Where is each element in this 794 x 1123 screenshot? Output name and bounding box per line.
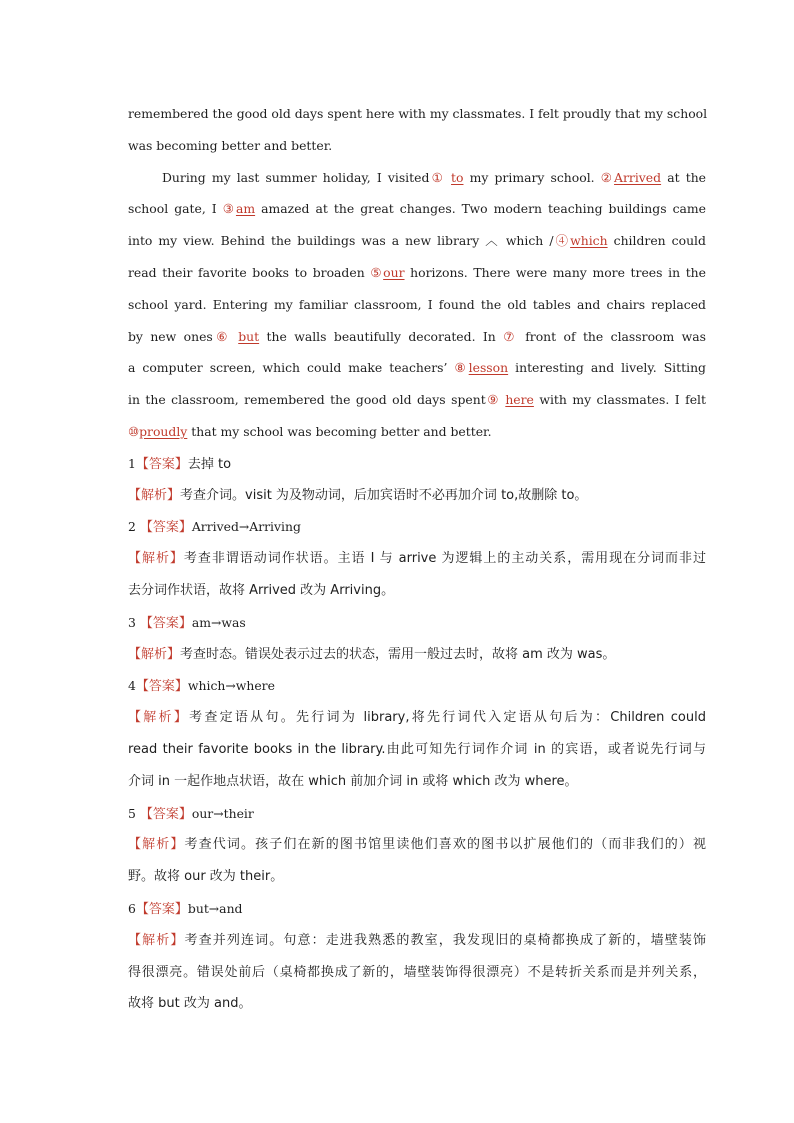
marker-10: ⑩ <box>128 423 140 439</box>
analysis-text: 考查时态。错误处表示过去的状态，需用一般过去时，故将 am 改为 was。 <box>180 646 616 662</box>
marker-5: ⑤ <box>370 264 384 280</box>
analysis-tag: 【解析】 <box>128 646 181 662</box>
passage-text: a computer screen, which could make teachers’ <box>128 360 448 376</box>
marker-9: ⑨ <box>485 392 500 408</box>
answer-line <box>128 798 706 830</box>
passage-text: at the <box>667 169 707 185</box>
passage-text: which / <box>505 233 554 249</box>
analysis-line: read their favorite books in the library.由此可知先行词作介词 in 的宾语，或者说先行词与 <box>128 741 706 757</box>
passage-text: front of the classroom was <box>525 328 706 344</box>
analysis-text: 考查介词。visit 为及物动词，后加宾语时不必再加介词 to,故删除 to。 <box>180 487 588 503</box>
answer-section <box>128 448 706 1020</box>
marker-4: ④ <box>553 233 571 249</box>
answer-tag: 【答案】 <box>135 456 188 472</box>
passage-text: my primary school. <box>469 169 595 185</box>
analysis-line <box>128 925 706 957</box>
error-word-6: but <box>238 328 260 344</box>
marker-3: ③ <box>222 201 236 217</box>
error-word-3: am <box>235 201 256 217</box>
answer-line <box>128 607 706 639</box>
passage-text: read their favorite books to broaden <box>128 264 365 280</box>
answer-line <box>128 670 706 702</box>
passage-line <box>128 257 706 289</box>
passage-line <box>128 193 706 225</box>
error-word-1: to <box>451 169 464 185</box>
error-word-8: lesson <box>468 360 509 376</box>
answer-tag: 【答案】 <box>135 901 188 917</box>
analysis-line <box>128 639 706 671</box>
passage-text: horizons. There were many more trees in the <box>410 264 706 280</box>
passage-text: in the classroom, remembered the good old days spent <box>128 392 486 408</box>
error-word-9: here <box>505 392 534 408</box>
passage-line <box>128 384 706 416</box>
insert-caret-icon: ︿ <box>485 233 500 249</box>
answer-tag: 【答案】 <box>139 520 192 536</box>
analysis-tag: 【解析】 <box>128 837 185 853</box>
passage-line <box>128 162 706 194</box>
answer-text: our→their <box>191 805 254 821</box>
analysis-text: 考查非谓语动词作状语。主语 I 与 arrive 为逻辑上的主动关系，需用现在分词而非过 <box>183 551 706 567</box>
analysis-tag: 【解析】 <box>128 710 190 726</box>
analysis-line: 得很漂亮。错误处前后（桌椅都换成了新的，墙壁装饰得很漂亮）不是转折关系而是并列关系， <box>128 964 706 980</box>
marker-1: ① <box>429 169 445 185</box>
marker-6: ⑥ <box>212 328 231 344</box>
answer-number: 2 <box>128 519 136 535</box>
answer-tag: 【答案】 <box>139 806 192 822</box>
analysis-line: 去分词作状语，故将 Arrived 改为 Arriving。 <box>128 582 395 598</box>
analysis-line: 介词 in 一起作地点状语，故在 which 前加介词 in 或将 which 改为 where。 <box>128 773 578 789</box>
passage-text: into my view. Behind the buildings was a new library <box>128 233 480 249</box>
passage-line <box>128 225 706 257</box>
passage-text: amazed at the great changes. Two modern teaching buildings came <box>261 201 706 217</box>
analysis-line <box>128 480 706 512</box>
answer-text: which→where <box>187 678 275 694</box>
answer-number: 3 <box>128 614 136 630</box>
error-word-5: our <box>383 264 405 280</box>
answer-tag: 【答案】 <box>139 615 192 631</box>
error-word-10: proudly <box>139 423 188 439</box>
passage-text: During my last summer holiday, I visited <box>162 169 430 185</box>
analysis-tag: 【解析】 <box>128 487 181 503</box>
answer-line <box>128 511 706 543</box>
answer-text: am→was <box>191 614 246 630</box>
answer-text: but→and <box>187 900 243 916</box>
marker-2: ② <box>600 169 615 185</box>
analysis-line: 野。故将 our 改为 their。 <box>128 869 284 885</box>
analysis-tag: 【解析】 <box>128 932 185 948</box>
answer-line <box>128 893 706 925</box>
passage-line <box>128 321 706 353</box>
error-word-2: Arrived <box>614 169 662 185</box>
analysis-text: 考查代词。孩子们在新的图书馆里读他们喜欢的图书以扩展他们的（而非我们的）视 <box>184 837 706 853</box>
analysis-tag: 【解析】 <box>128 551 184 567</box>
answer-number: 5 <box>128 805 136 821</box>
passage-text: by new ones <box>128 328 213 344</box>
passage-line <box>128 352 706 384</box>
passage-line: school yard. Entering my familiar classroom, I found the old tables and chairs replaced <box>128 296 706 312</box>
passage-text: the walls beautifully decorated. In <box>266 328 496 344</box>
passage-line: was becoming better and better. <box>128 137 333 153</box>
answer-number: 1 <box>128 455 136 471</box>
passage-text: that my school was becoming better and better. <box>191 423 492 439</box>
answer-text: Arrived→Arriving <box>191 519 301 535</box>
answer-number: 4 <box>128 678 136 694</box>
passage-text: school gate, I <box>128 201 217 217</box>
analysis-text: 考查定语从句。先行词为 library,将先行词代入定语从句后为：Children could <box>189 710 706 726</box>
passage-text: children could <box>613 233 706 249</box>
answer-text: 去掉 to <box>187 456 232 472</box>
answer-tag: 【答案】 <box>135 679 188 695</box>
marker-8: ⑧ <box>454 360 469 376</box>
analysis-text: 考查并列连词。句意：走进我熟悉的教室，我发现旧的桌椅都换成了新的，墙壁装饰 <box>184 932 706 948</box>
error-word-4: which <box>570 233 608 249</box>
passage <box>128 98 706 448</box>
analysis-line: 故将 but 改为 and。 <box>128 996 252 1012</box>
passage-line: remembered the good old days spent here with my classmates. I felt proudly that my school <box>128 106 708 121</box>
answer-line <box>128 448 706 480</box>
analysis-line <box>128 543 706 575</box>
passage-text: with my classmates. I felt <box>539 392 706 408</box>
answer-number: 6 <box>128 900 136 916</box>
marker-7: ⑦ <box>503 328 518 344</box>
passage-text: interesting and lively. Sitting <box>515 360 706 376</box>
passage-line <box>128 416 706 448</box>
analysis-line <box>128 702 706 734</box>
analysis-line <box>128 829 706 861</box>
